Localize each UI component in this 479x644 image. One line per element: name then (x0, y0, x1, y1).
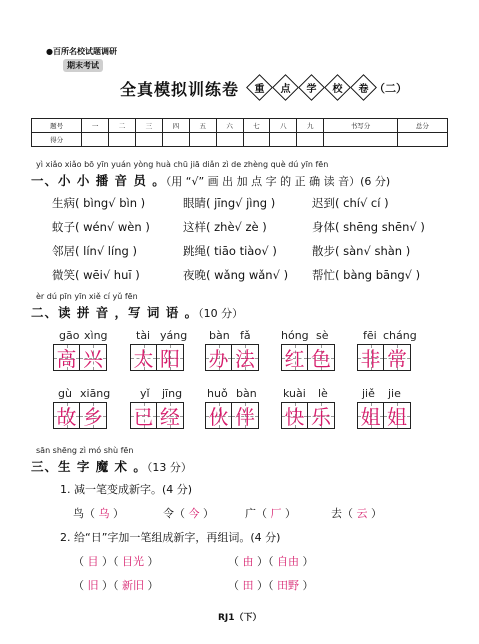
word-char: 高 (56, 347, 77, 371)
circled-char: 点 (280, 84, 291, 95)
word-pinyin: gù (58, 387, 72, 400)
word-pinyin: jiě (362, 387, 375, 400)
word-pinyin: hóng (281, 329, 309, 342)
score-input-cell[interactable] (243, 133, 270, 147)
exam-type-badge: 期末考试 (63, 59, 103, 72)
q3-2-item: （ 旧 ）（ 新旧 ） (73, 579, 159, 592)
section3-subtitle: （13 分） (146, 461, 192, 474)
score-header-row (32, 119, 448, 133)
q1-item: 蚊子( wén√ wèn ) (52, 220, 150, 234)
section1-pinyin: yì xiǎo xiǎo bō yīn yuán yòng huà chū jiā diǎn zì de zhèng què dú yīn fēn (36, 160, 329, 169)
q3-2-char: 旧 (87, 579, 99, 592)
q3-2-char: 由 (242, 555, 254, 568)
q1-item: 帮忙( bàng bāng√ ) (312, 268, 421, 282)
word-char: 常 (387, 347, 407, 371)
q3-1-item: 令（ 今 ） (163, 507, 214, 520)
word-char: 姐 (387, 405, 407, 429)
word-pinyin: yǐ (140, 387, 150, 400)
word-pinyin: jīng (162, 387, 183, 400)
word-pinyin: jie (388, 387, 401, 400)
word-char: 红 (284, 347, 305, 371)
word-pinyin: yáng (160, 329, 188, 342)
q3-2-prompt: 2. 给“日”字加一笔组成新字，再组词。(4 分) (60, 531, 281, 544)
q3-2-word: 新旧 (122, 579, 144, 592)
word-pinyin: cháng (383, 329, 417, 342)
page-title: 全真模拟训练卷 (120, 80, 240, 99)
q3-2-item: （ 由 ）（ 自由 ） (228, 555, 314, 568)
word-box (53, 344, 107, 371)
word-box (130, 344, 184, 371)
word-char: 伙 (208, 405, 229, 429)
q3-1-prompt: 1. 减一笔变成新字。(4 分) (60, 483, 193, 496)
title-volume: （二） (374, 82, 407, 95)
q1-item: 微笑( wēi√ huī ) (52, 268, 140, 282)
q3-2-word: 目光 (122, 555, 144, 568)
score-input-cell[interactable] (189, 133, 216, 147)
q3-2-char: 田 (242, 579, 254, 592)
circled-char: 卷 (358, 84, 369, 95)
score-input-cell[interactable] (135, 133, 162, 147)
q1-item: 身体( shēng shēn√ ) (312, 220, 425, 234)
word-char: 伴 (235, 405, 255, 429)
word-char: 兴 (83, 347, 103, 371)
page-footer: RJ1（下） (218, 613, 262, 623)
section2-pinyin: èr dú pīn yīn xiě cí yǔ fēn (36, 292, 138, 301)
word-pinyin: xìng (84, 329, 108, 342)
score-header-cell: 一 (82, 119, 109, 133)
score-input-cell[interactable] (82, 133, 109, 147)
word-char: 姐 (360, 405, 381, 429)
q1-item: 散步( sàn√ shàn ) (312, 244, 411, 258)
word-pinyin: bàn (209, 329, 230, 342)
score-input-cell[interactable] (397, 133, 447, 147)
word-box (281, 402, 335, 429)
section2-title: 二、读 拼 音 ，写 词 语 。 (31, 305, 199, 320)
score-input-cell[interactable] (109, 133, 136, 147)
word-pinyin: tài (136, 329, 151, 342)
q1-item: 跳绳( tiāo tiào√ ) (183, 244, 277, 258)
q1-item: 这样( zhè√ zè ) (183, 220, 267, 234)
word-box (205, 344, 259, 371)
word-char: 非 (360, 347, 381, 371)
q3-1-answer: 今 (188, 507, 200, 520)
section3-pinyin: sān shēng zì mó shù fēn (36, 446, 134, 455)
word-char: 色 (311, 347, 331, 371)
q3-1-item: 广（ 厂 ） (245, 507, 296, 520)
q1-item: 迟到( chí√ cí ) (312, 196, 389, 210)
score-header-cell: 五 (189, 119, 216, 133)
circled-char: 校 (332, 84, 343, 95)
score-input-cell[interactable] (297, 133, 324, 147)
word-box (357, 402, 411, 429)
score-header-cell: 八 (270, 119, 297, 133)
score-header-cell: 题号 (32, 119, 82, 133)
section2-subtitle: （10 分） (198, 307, 244, 320)
word-pinyin: xiāng (80, 387, 111, 400)
q1-item: 邻居( lín√ líng ) (52, 244, 137, 258)
score-header-cell: 三 (135, 119, 162, 133)
score-header-cell: 书写分 (324, 119, 398, 133)
word-char: 太 (133, 347, 154, 371)
q3-2-word: 自由 (277, 555, 299, 568)
word-char: 乡 (83, 405, 103, 429)
score-header-cell: 九 (297, 119, 324, 133)
score-value-row (32, 133, 448, 147)
word-char: 乐 (311, 405, 331, 429)
circled-char: 重 (254, 84, 265, 95)
word-pinyin: gāo (59, 329, 80, 342)
brand-tag: ●百所名校试题调研 (46, 47, 117, 56)
word-box (130, 402, 184, 429)
q3-2-item: （ 田 ）（ 田野 ） (228, 579, 314, 592)
word-pinyin: sè (316, 329, 329, 342)
q3-1-answer: 乌 (98, 507, 110, 520)
q3-1-answer: 厂 (270, 507, 282, 520)
word-pinyin: lè (318, 387, 328, 400)
word-pinyin: fēi (363, 329, 377, 342)
circled-char: 学 (306, 84, 317, 95)
score-header-cell: 总分 (397, 119, 447, 133)
word-char: 法 (235, 347, 255, 371)
score-input-cell[interactable] (216, 133, 243, 147)
q3-2-char: 目 (87, 555, 99, 568)
word-char: 已 (133, 405, 154, 429)
score-table (31, 118, 448, 147)
q3-2-word: 田野 (277, 579, 299, 592)
word-box (357, 344, 411, 371)
score-header-cell: 二 (109, 119, 136, 133)
word-pinyin: huǒ (207, 387, 228, 400)
word-box (281, 344, 335, 371)
score-input-cell[interactable] (324, 133, 398, 147)
section3-title: 三、生 字 魔 术 。 (31, 459, 147, 474)
section1-subtitle: （用 “√” 画 出 加 点 字 的 正 确 读 音）(6 分) (165, 175, 391, 188)
word-char: 故 (56, 405, 77, 429)
word-pinyin: bàn (236, 387, 257, 400)
score-row-label: 得分 (32, 133, 82, 147)
score-input-cell[interactable] (162, 133, 189, 147)
score-input-cell[interactable] (270, 133, 297, 147)
q3-1-item: 鸟（ 乌 ） (73, 507, 124, 520)
q1-item: 眼睛( jīng√ jìng ) (183, 196, 276, 210)
word-box (205, 402, 259, 429)
q3-1-answer: 云 (356, 507, 368, 520)
score-header-cell: 四 (162, 119, 189, 133)
word-pinyin: fǎ (240, 329, 251, 342)
word-char: 快 (284, 405, 305, 429)
score-header-cell: 六 (216, 119, 243, 133)
q1-item: 夜晚( wǎng wǎn√ ) (183, 268, 289, 282)
section1-title: 一、小 小 播 音 员 。 (31, 173, 166, 188)
word-box (53, 402, 107, 429)
q3-1-item: 去（ 云 ） (331, 507, 382, 520)
score-header-cell: 七 (243, 119, 270, 133)
word-char: 办 (208, 347, 229, 371)
q1-item: 生病( bìng√ bìn ) (52, 196, 146, 210)
word-pinyin: kuài (283, 387, 306, 400)
word-char: 经 (160, 405, 180, 429)
word-char: 阳 (160, 347, 180, 371)
q3-2-item: （ 目 ）（ 目光 ） (73, 555, 159, 568)
